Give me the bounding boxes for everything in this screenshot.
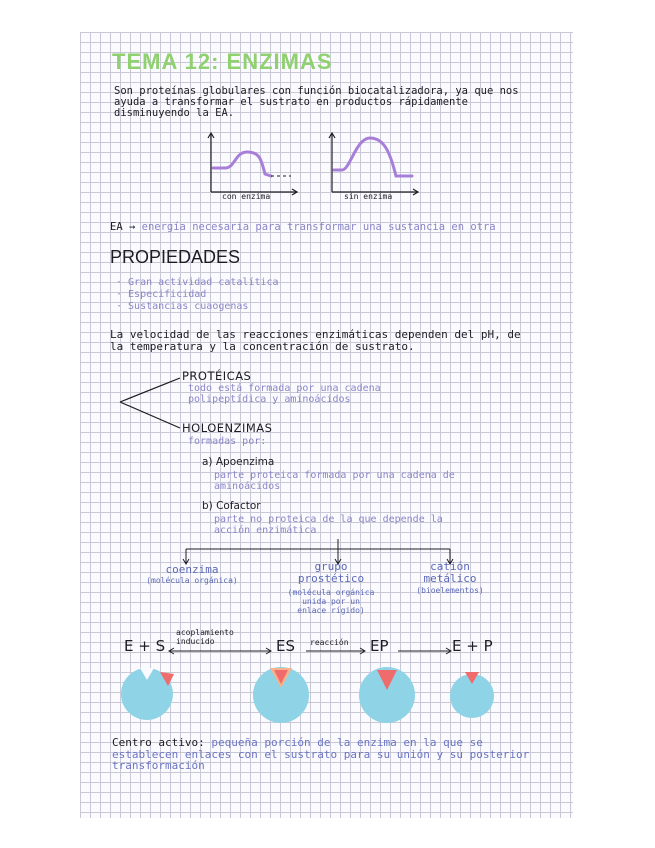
definition-body: energía necesaria para transformar una sustancia en otra bbox=[141, 221, 496, 233]
enzyme-product-complex-illustration bbox=[354, 662, 420, 724]
reaction-label-ep: EP bbox=[370, 637, 389, 655]
definition-term: EA → bbox=[110, 221, 136, 233]
property-item: · Gran actividad catalítica bbox=[116, 277, 279, 288]
type-grupo-sub: unida por un bbox=[302, 597, 360, 606]
property-item: · Especificidad bbox=[116, 289, 207, 300]
proteicas-line1: todo está formada por una cadena bbox=[188, 383, 381, 394]
graph-label-without-enzyme: sin enzima bbox=[344, 192, 393, 201]
holoenzimas-title: HOLOENZIMAS bbox=[182, 421, 273, 435]
intro-paragraph: Son proteínas globulares con función biocatalizadora, ya que nos ayuda a transformar el sustrato en productos rápidamente disminuyendo la EA. bbox=[114, 85, 519, 120]
active-center-term: Centro activo: bbox=[112, 736, 205, 749]
notebook-page bbox=[80, 32, 573, 818]
reaction-arrows bbox=[166, 644, 456, 658]
proteicas-title: PROTÉICAS bbox=[182, 369, 252, 383]
page-title: TEMA 12: ENZIMAS bbox=[112, 49, 333, 74]
reaction-label-products: E + P bbox=[452, 637, 493, 655]
type-cation-sub: (bioelementos) bbox=[416, 586, 484, 595]
type-grupo-sub: enlace rígido) bbox=[297, 606, 365, 615]
enzyme-free-illustration bbox=[116, 664, 178, 724]
properties-heading: PROPIEDADES bbox=[110, 247, 241, 267]
enzyme-substrate-complex-illustration bbox=[248, 662, 314, 724]
apoenzima-line1: parte proteica formada por una cadena de bbox=[214, 470, 455, 481]
cofactor-line2: acción enzimática bbox=[214, 525, 317, 536]
reaction-label-es-free: E + S bbox=[124, 637, 166, 655]
cofactor-line1: parte no proteica de la que depende la bbox=[214, 514, 443, 525]
proteicas-line2: polipeptídica y aminoácidos bbox=[188, 394, 351, 405]
classification-branch-lines bbox=[116, 372, 186, 432]
graph-label-with-enzyme: con enzima bbox=[222, 192, 271, 201]
apoenzima-line2: aminoácidos bbox=[214, 481, 281, 492]
cofactor-title: b) Cofactor bbox=[202, 500, 261, 512]
property-item: · Sustancias cuaogenas bbox=[116, 301, 249, 312]
arrow-label-induced-fit: acoplamiento inducido bbox=[176, 628, 234, 646]
active-center-body: pequeña porción de la enzima en la que se establecen enlaces con el sustrato para su unión y su posterior transformación bbox=[112, 736, 530, 773]
reaction-label-es: ES bbox=[276, 637, 295, 655]
type-grupo-title: grupo prostético bbox=[297, 560, 365, 585]
type-coenzima-sub: (molécula orgánica) bbox=[146, 576, 238, 585]
active-center-paragraph bbox=[112, 737, 542, 772]
arrow-label-reaction: reacción bbox=[310, 638, 349, 647]
apoenzima-title: a) Apoenzima bbox=[202, 456, 275, 468]
type-coenzima-title: coenzima bbox=[165, 563, 219, 576]
velocity-paragraph: La velocidad de las reacciones enzimáticas dependen del pH, de la temperatura y la concentración de sustrato. bbox=[110, 328, 521, 353]
type-cation-title: catión metálico bbox=[423, 560, 477, 585]
type-grupo-sub: (molécula orgánica bbox=[287, 588, 375, 597]
enzyme-released-illustration bbox=[444, 668, 500, 720]
holoenzimas-body: formadas por: bbox=[188, 436, 267, 447]
ea-definition bbox=[110, 222, 496, 233]
